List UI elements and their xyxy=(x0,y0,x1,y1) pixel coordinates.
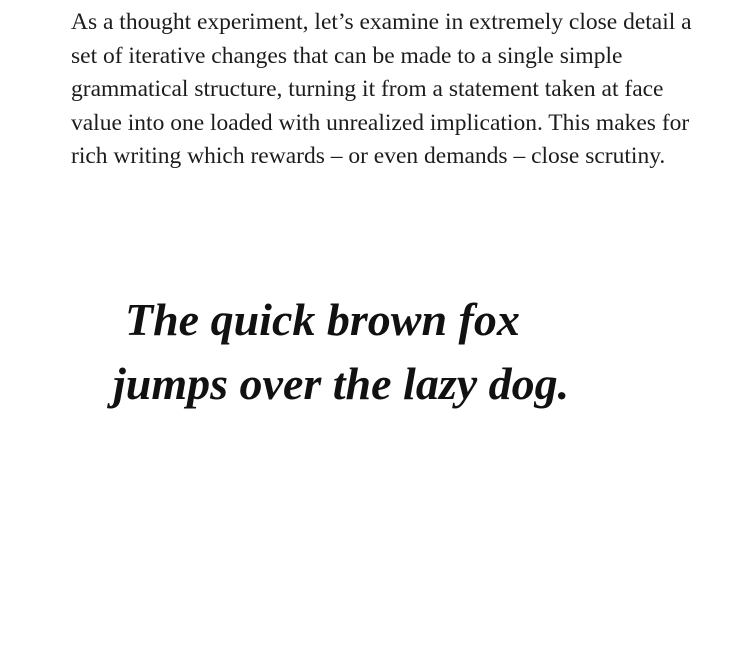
example-sentence xyxy=(113,288,713,416)
intro-paragraph: As a thought experiment, let’s examine in extremely close detail a set of iterative changes that can be made to a single simple grammatical structure, turning it from a statement taken at face value into one loaded with unrealized implication. This makes for rich writing which rewards – or even demands – close scrutiny. xyxy=(71,9,692,169)
example-sentence-line-2: jumps over the lazy dog. xyxy=(113,358,570,409)
example-sentence-line-1: The quick brown fox xyxy=(125,294,520,345)
